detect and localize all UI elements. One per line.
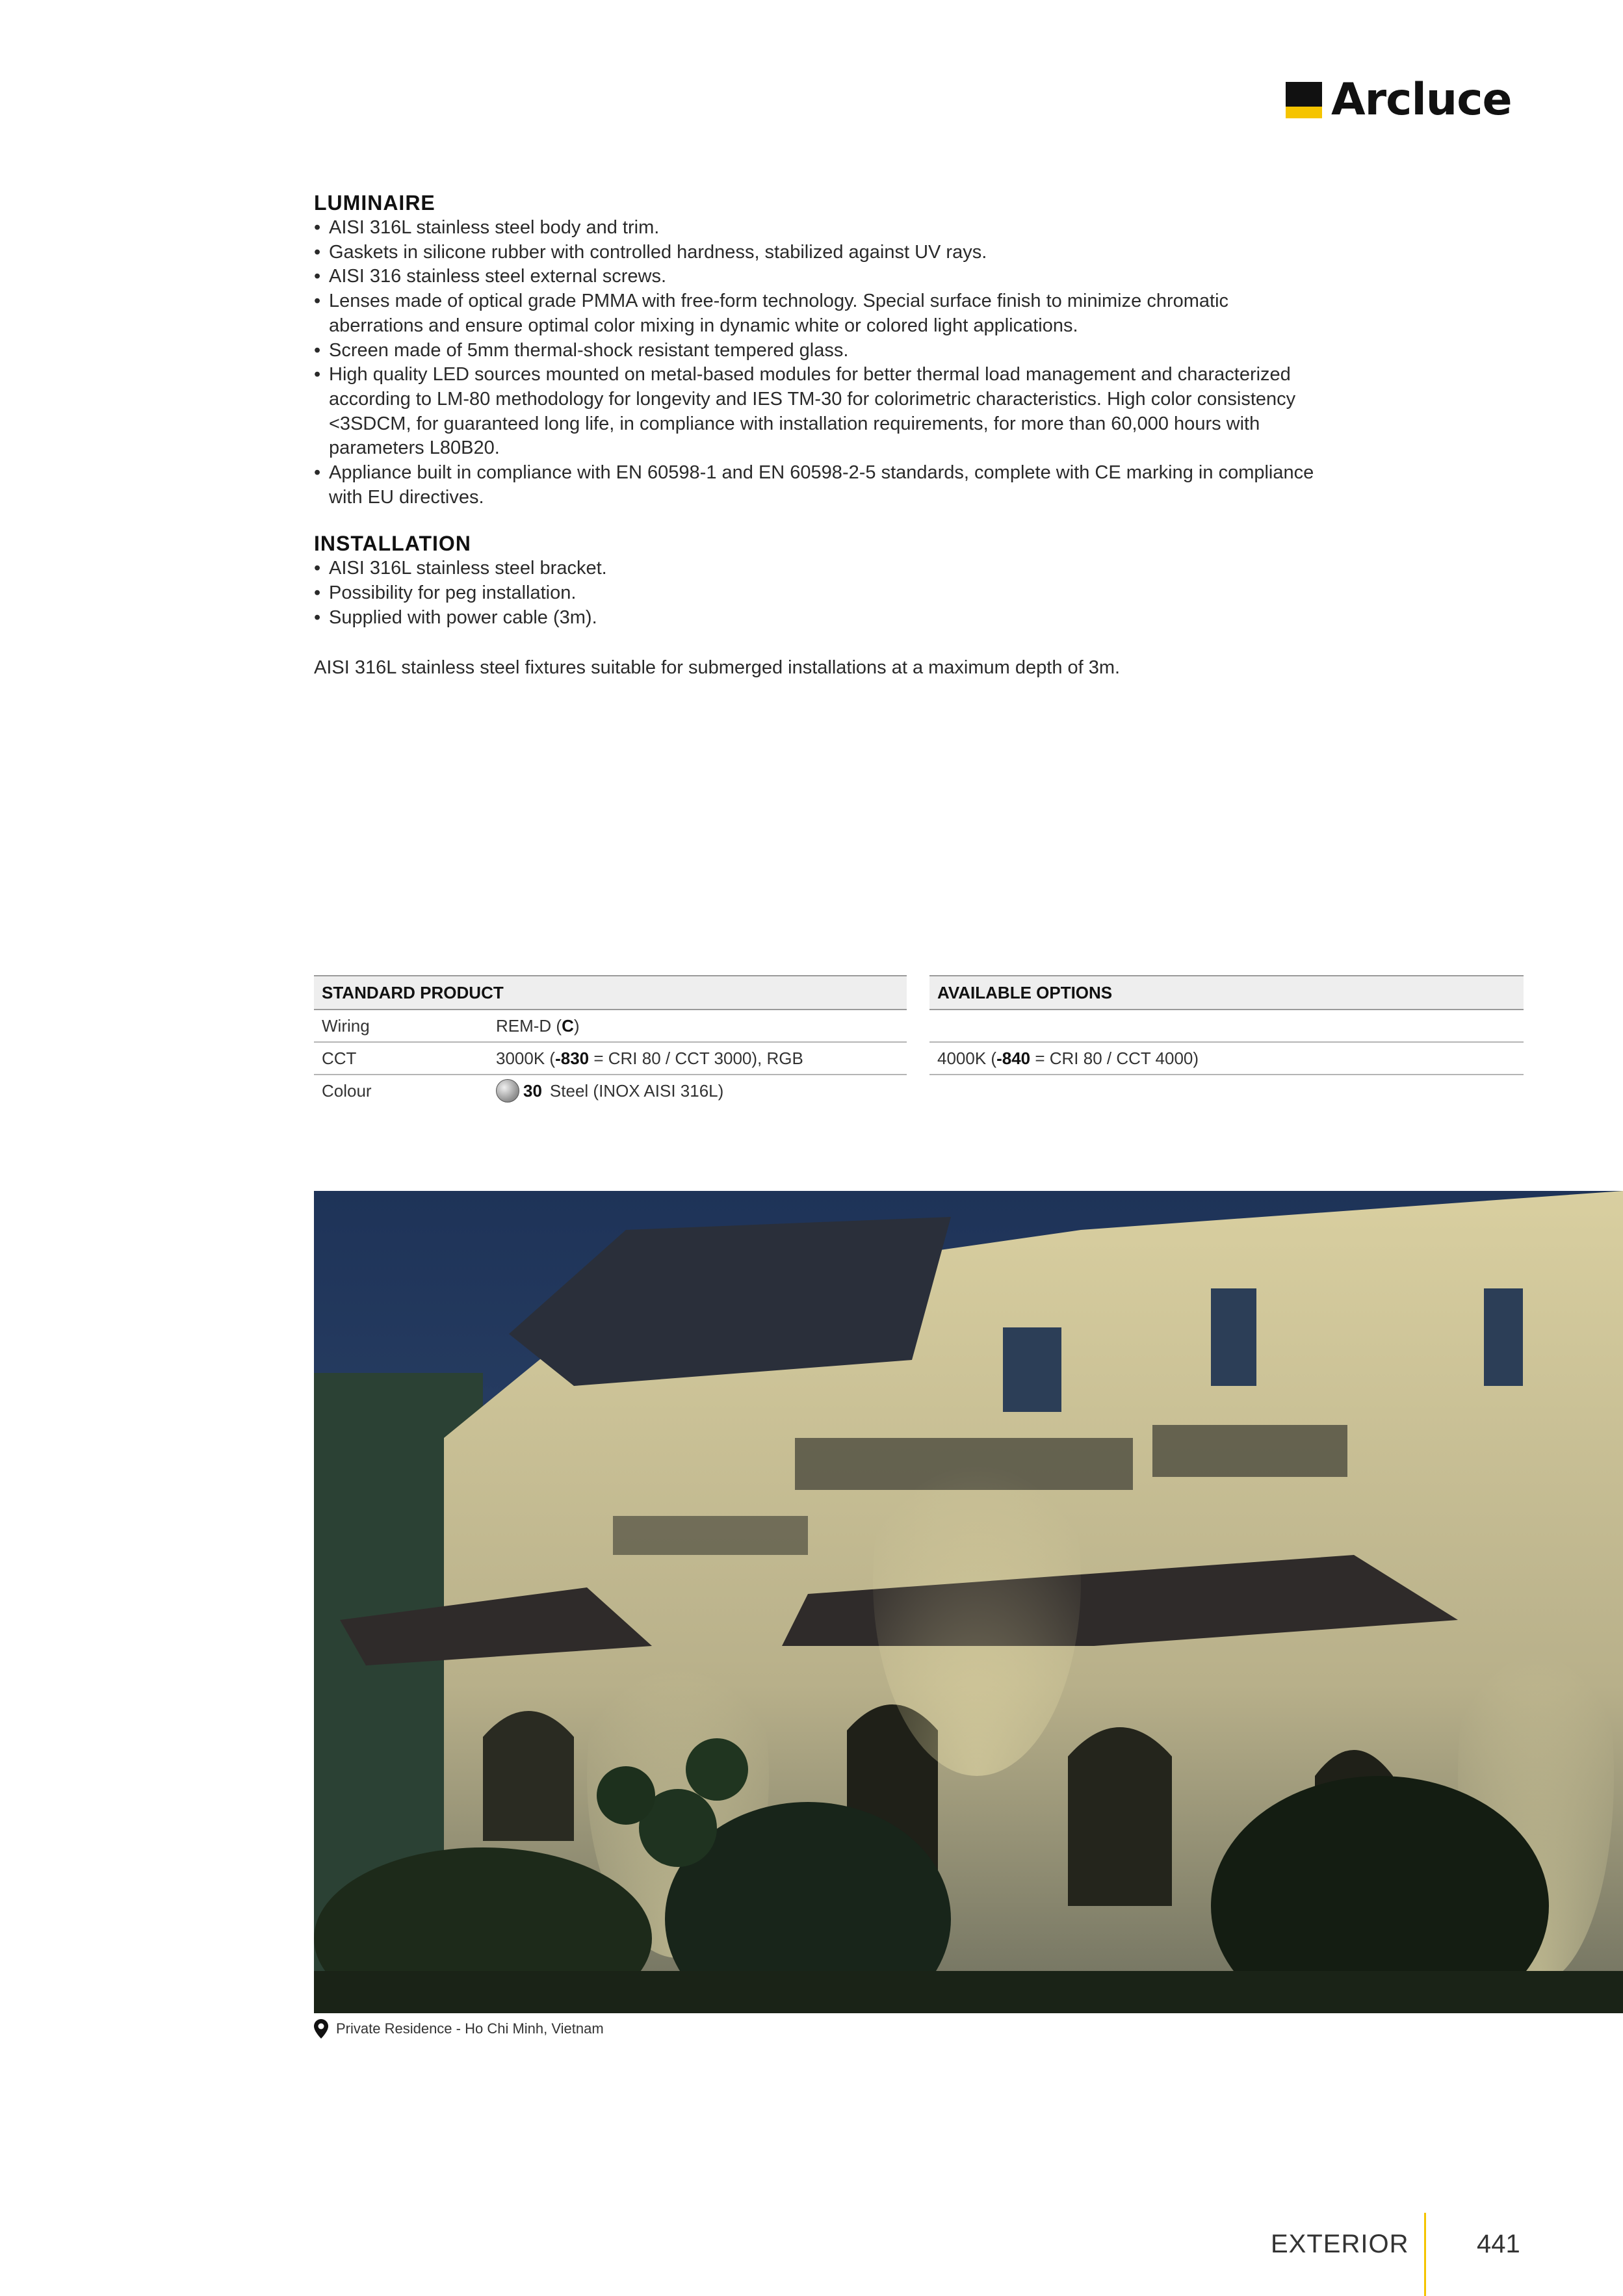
list-item: • Supplied with power cable (3m). xyxy=(314,606,1328,631)
standard-product-table xyxy=(314,975,907,1106)
option-cct-value xyxy=(929,1049,1199,1069)
project-photo xyxy=(314,1191,1623,2013)
steel-swatch-icon xyxy=(496,1079,519,1102)
installation-list xyxy=(314,556,1328,630)
list-item: • Appliance built in compliance with EN 60598-1 and EN 60598-2-5 standards, complete with CE marking in compliance with EU directives. xyxy=(314,461,1328,510)
table-row xyxy=(314,1075,907,1106)
caption-text: Private Residence - Ho Chi Minh, Vietnam xyxy=(336,2020,604,2037)
wiring-suffix: ) xyxy=(573,1015,580,1036)
table-row xyxy=(929,1043,1524,1075)
installation-section xyxy=(314,530,1328,630)
installation-heading: INSTALLATION xyxy=(314,532,471,556)
standard-product-heading: STANDARD PRODUCT xyxy=(314,975,907,1010)
footer-section-label: EXTERIOR xyxy=(1271,2230,1409,2258)
list-item: • Screen made of 5mm thermal-shock resistant tempered glass. xyxy=(314,339,1328,363)
available-options-heading: AVAILABLE OPTIONS xyxy=(929,975,1524,1010)
wiring-value xyxy=(496,1016,907,1036)
wiring-prefix: REM-D ( xyxy=(496,1015,562,1036)
colour-code: 30 xyxy=(523,1080,542,1101)
list-item: • AISI 316 stainless steel external screws. xyxy=(314,265,1328,289)
logo-mark-icon xyxy=(1286,82,1322,118)
cct-suffix: = CRI 80 / CCT 3000), RGB xyxy=(589,1048,803,1068)
wiring-label: Wiring xyxy=(322,1015,370,1036)
cct-label: CCT xyxy=(322,1048,357,1068)
list-item: • High quality LED sources mounted on metal-based modules for better thermal load management and characterized according to LM-80 methodology for longevity and IES TM-30 for colorimetric characteristics. High color consistency <3SDCM, for guaranteed long life, in compliance with installation requirements, for more than 60,000 hours with parameters L80B20. xyxy=(314,363,1328,461)
luminaire-list xyxy=(314,216,1328,510)
list-item: • Lenses made of optical grade PMMA with free-form technology. Special surface finish to minimize chromatic aberrations and ensure optimal color mixing in dynamic white or colored light applications. xyxy=(314,289,1328,338)
colour-name: Steel (INOX AISI 316L) xyxy=(549,1080,724,1101)
brand-logo xyxy=(1286,74,1512,125)
option-cct-suffix: = CRI 80 / CCT 4000) xyxy=(1030,1048,1199,1068)
page-number: 441 xyxy=(1477,2230,1520,2258)
list-item: • Gaskets in silicone rubber with controlled hardness, stabilized against UV rays. xyxy=(314,241,1328,265)
footer-divider xyxy=(1424,2213,1426,2296)
location-pin-icon xyxy=(314,2019,328,2039)
cct-code: -830 xyxy=(555,1048,590,1068)
option-cct-code: -840 xyxy=(996,1048,1031,1068)
photo-caption xyxy=(314,2018,604,2040)
logo-wordmark: Arcluce xyxy=(1331,74,1512,125)
luminaire-heading: LUMINAIRE xyxy=(314,191,435,215)
colour-value xyxy=(496,1079,907,1102)
list-item: • AISI 316L stainless steel body and trim. xyxy=(314,216,1328,241)
list-item: • AISI 316L stainless steel bracket. xyxy=(314,556,1328,581)
table-row xyxy=(314,1043,907,1075)
submersion-note: AISI 316L stainless steel fixtures suitable for submerged installations at a maximum depth of 3m. xyxy=(314,657,1121,678)
available-options-table xyxy=(929,975,1524,1075)
wiring-code: C xyxy=(562,1015,574,1036)
spec-content xyxy=(314,190,1328,699)
option-cct-prefix: 4000K ( xyxy=(937,1048,997,1068)
list-item: • Possibility for peg installation. xyxy=(314,581,1328,606)
cct-prefix: 3000K ( xyxy=(496,1048,556,1068)
table-row xyxy=(314,1010,907,1043)
cct-value xyxy=(496,1049,907,1069)
table-row xyxy=(929,1010,1524,1043)
colour-label: Colour xyxy=(322,1080,372,1101)
